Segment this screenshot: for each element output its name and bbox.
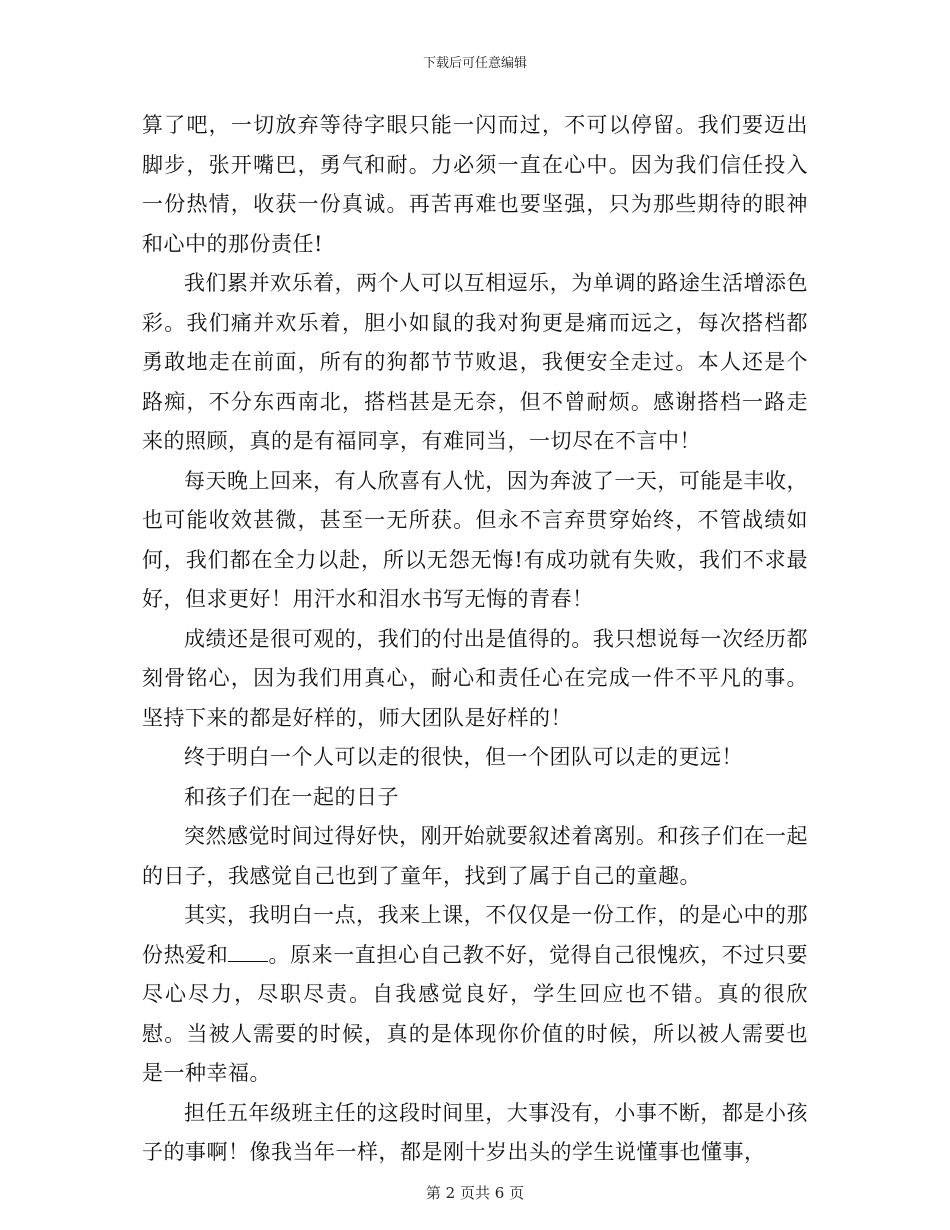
paragraph-2: 我们累并欢乐着，两个人可以互相逗乐，为单调的路途生活增添色彩。我们痛并欢乐着，胆小如鼠的我对狗更是痛而远之，每次搭档都勇敢地走在前面，所有的狗都节节败退，我便安全走过。本人还是个路痴，不分东西南北，搭档甚是无奈，但不曾耐烦。感谢搭档一路走来的照顾，真的是有福同享，有难同当，一切尽在不言中！ [142, 271, 808, 453]
paragraph-7-before-blank: 其实，我明白一点，我来上课，不仅仅是一份工作，的是心中的那份热爱和 [142, 903, 808, 967]
document-body [142, 106, 808, 1173]
paragraph-6: 突然感觉时间过得好快，刚开始就要叙述着离别。和孩子们在一起的日子，我感觉自己也到了童年，找到了属于自己的童趣。 [142, 824, 808, 888]
paragraph-5: 终于明白一个人可以走的很快，但一个团队可以走的更远！ [184, 745, 743, 769]
paragraph-3: 每天晚上回来，有人欣喜有人忧，因为奔波了一天，可能是丰收，也可能收效甚微，甚至一无所获。但永不言弃贯穿始终，不管战绩如何，我们都在全力以赴，所以无怨无悔!有成功就有失败，我们不求最好，但求更好！用汗水和泪水书写无悔的青春！ [142, 468, 808, 611]
fill-in-blank [228, 940, 268, 962]
paragraph-7-after-blank: 。原来一直担心自己教不好，觉得自己很愧疚，不过只要尽心尽力，尽职尽责。自我感觉良好，学生回应也不错。真的很欣慰。当被人需要的时候，真的是体现你价值的时候，所以被人需要也是一种幸福。 [142, 942, 809, 1085]
page-number: 第 2 页共 6 页 [425, 1184, 525, 1202]
paragraph-1: 算了吧，一切放弃等待字眼只能一闪而过，不可以停留。我们要迈出脚步，张开嘴巴，勇气和耐。力必须一直在心中。因为我们信任投入一份热情，收获一份真诚。再苦再难也要坚强，只为那些期待的眼神和心中的那份责任! [142, 113, 808, 256]
section-heading: 和孩子们在一起的日子 [184, 784, 399, 809]
paragraph-4: 成绩还是很可观的，我们的付出是值得的。我只想说每一次经历都刻骨铭心，因为我们用真心，耐心和责任心在完成一件不平凡的事。坚持下来的都是好样的，师大团队是好样的！ [142, 626, 808, 730]
paragraph-8: 担任五年级班主任的这段时间里，大事没有，小事不断，都是小孩子的事啊！像我当年一样，都是刚十岁出头的学生说懂事也懂事， [142, 1100, 808, 1164]
paragraph-7 [142, 896, 808, 1094]
page-header-note: 下载后可任意编辑 [422, 56, 527, 71]
